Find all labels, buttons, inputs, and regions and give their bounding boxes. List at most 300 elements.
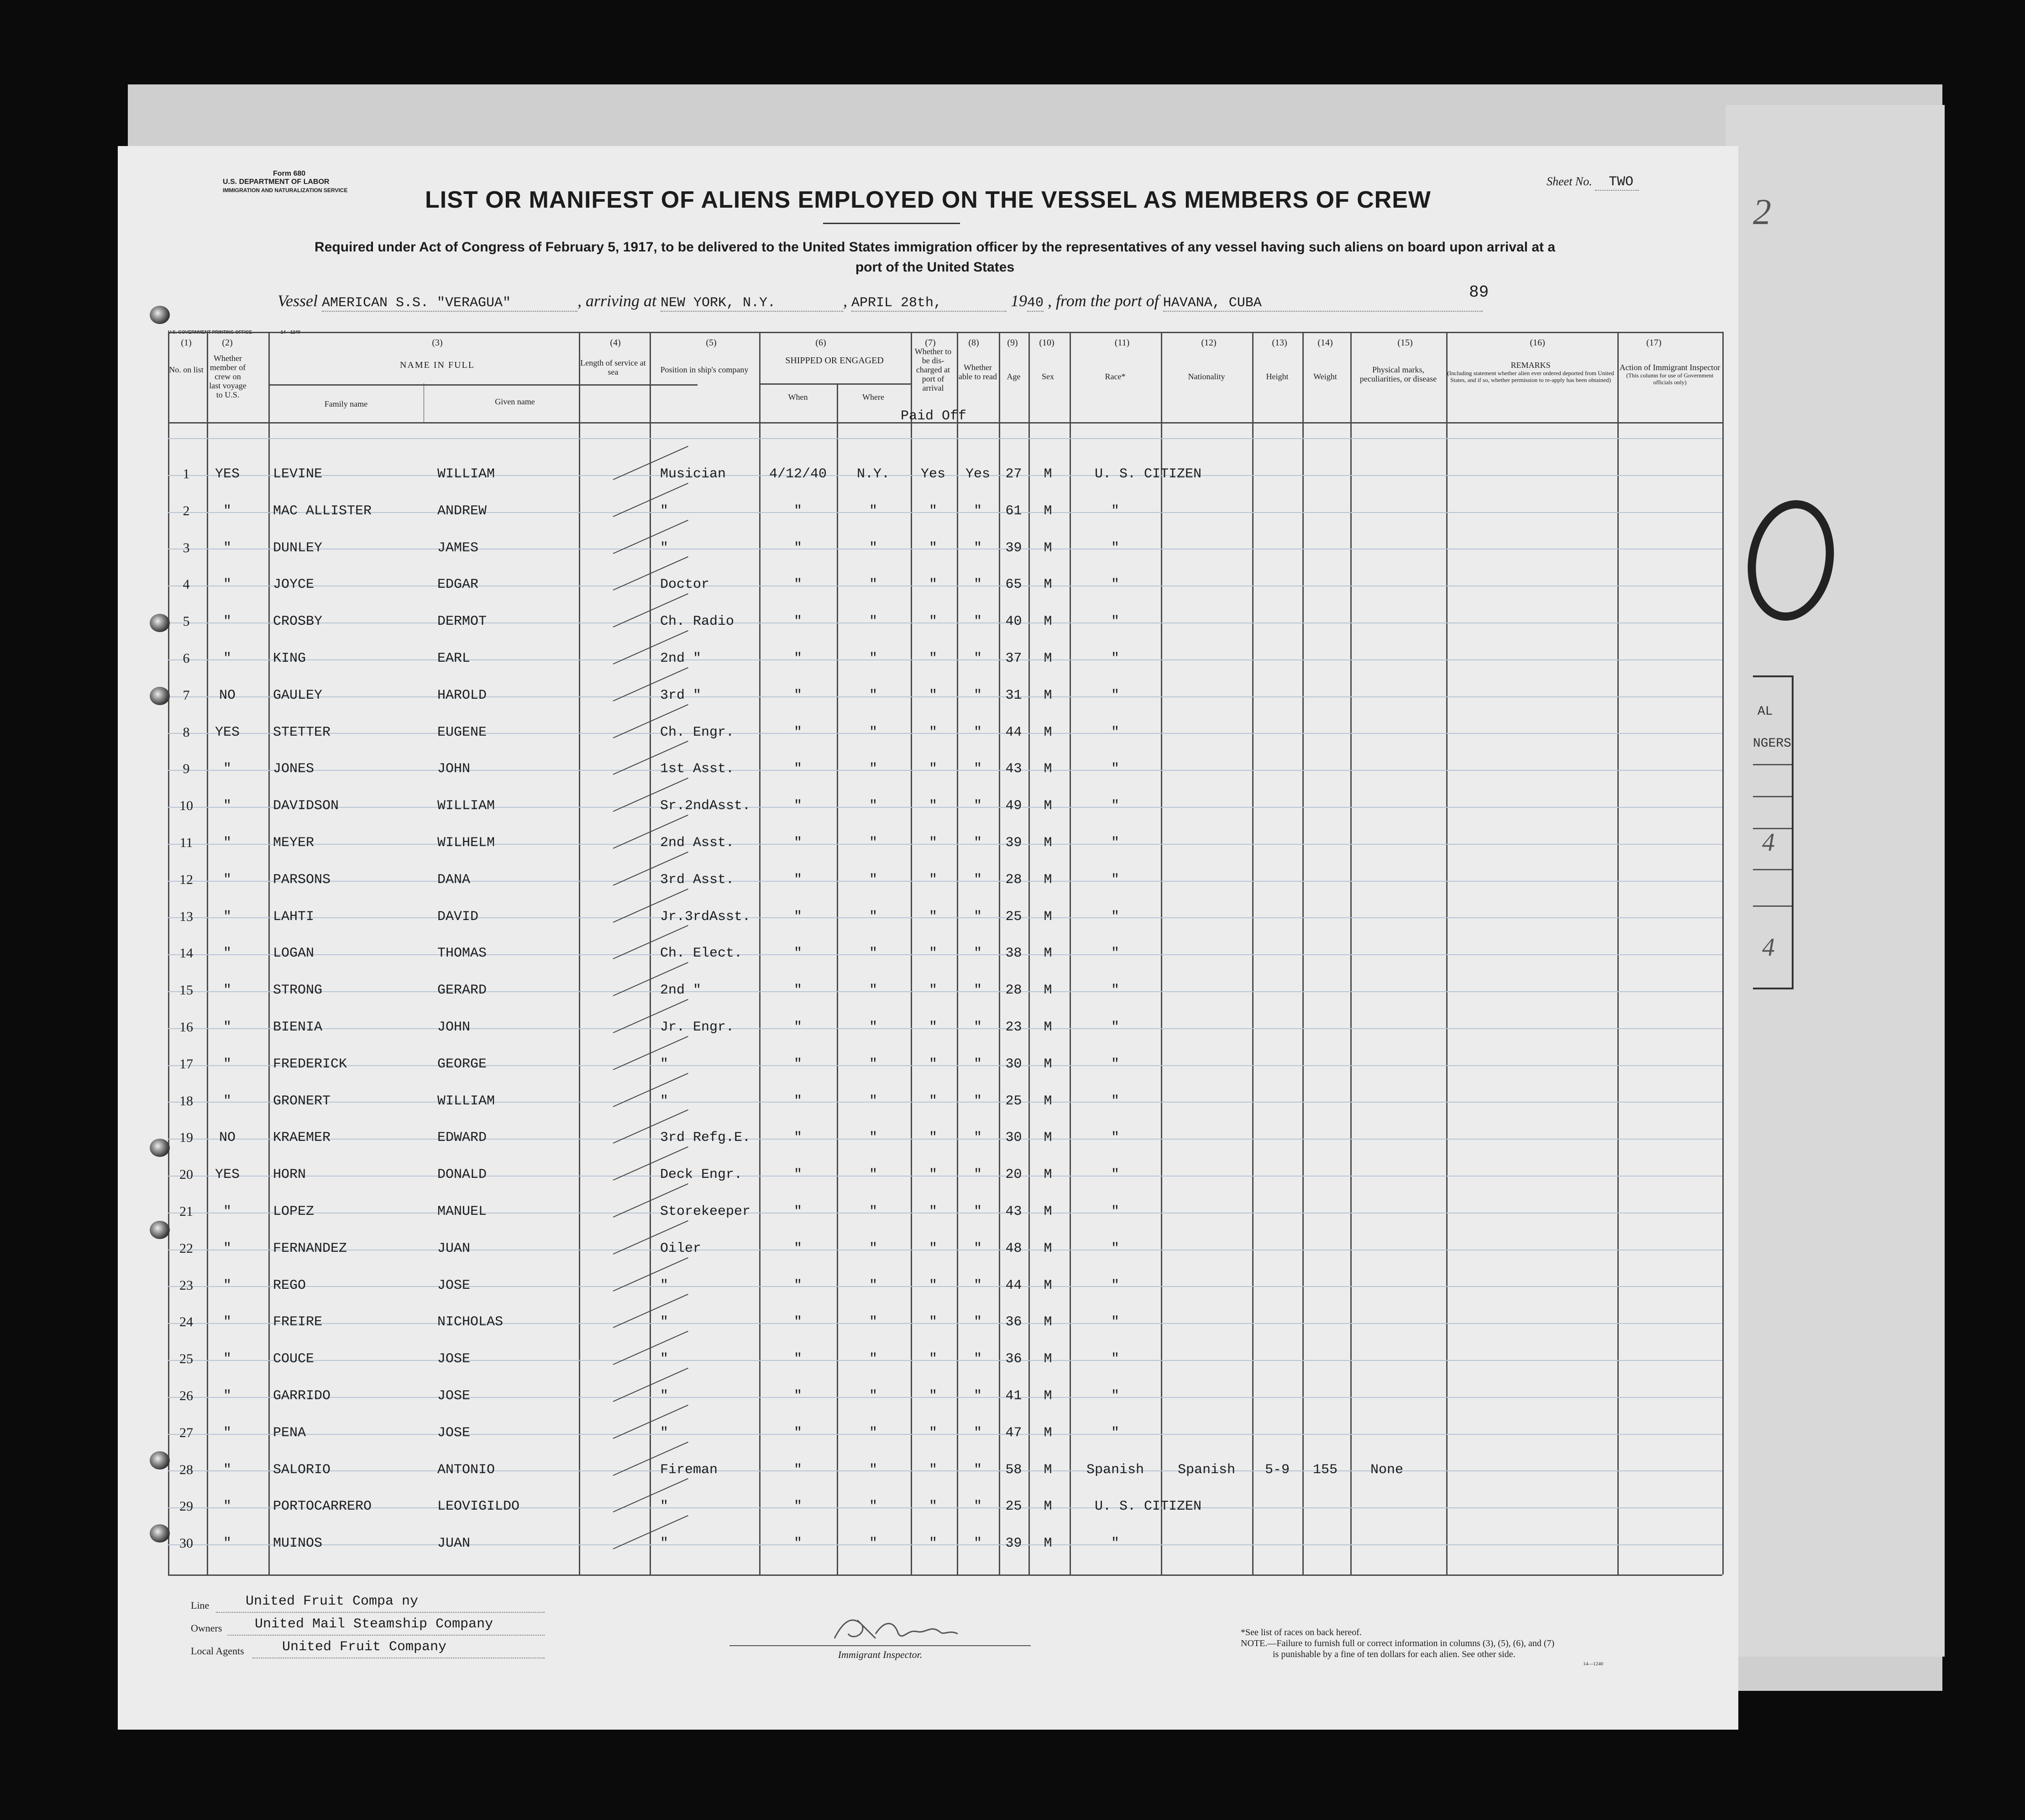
cell-disch: " bbox=[929, 761, 937, 777]
cell-position: " bbox=[660, 1425, 669, 1441]
cell-no: 1 bbox=[183, 466, 190, 481]
binder-hole bbox=[150, 1139, 170, 1157]
cell-given: ANTONIO bbox=[437, 1462, 495, 1478]
cell-family: DUNLEY bbox=[273, 540, 323, 556]
cell-given: EARL bbox=[437, 651, 471, 666]
cell-race: " bbox=[1111, 983, 1119, 998]
cell-given: GEORGE bbox=[437, 1056, 487, 1072]
cell-when: " bbox=[793, 983, 802, 998]
cell-age: 37 bbox=[1005, 651, 1022, 666]
header-age: Age bbox=[1007, 372, 1021, 381]
cell-marks: None bbox=[1370, 1462, 1403, 1478]
cell-family: MUINOS bbox=[273, 1536, 323, 1551]
cell-given: DAVID bbox=[437, 909, 479, 925]
header-weight: Weight bbox=[1313, 372, 1337, 381]
cell-age: 43 bbox=[1005, 761, 1022, 777]
cell-read: " bbox=[973, 1130, 982, 1145]
cell-no: 24 bbox=[179, 1314, 193, 1329]
cell-family: LEVINE bbox=[273, 466, 323, 482]
cell-no: 14 bbox=[179, 946, 193, 961]
cell-read: " bbox=[973, 1351, 982, 1367]
cell-read: " bbox=[973, 1314, 982, 1330]
cell-when: 4/12/40 bbox=[769, 466, 827, 482]
cell-position: " bbox=[660, 1388, 669, 1404]
cell-family: KING bbox=[273, 651, 306, 666]
cell-disch: " bbox=[929, 651, 937, 666]
cell-given: JOHN bbox=[437, 1020, 471, 1035]
cell-race: " bbox=[1111, 1204, 1119, 1219]
cell-disch: " bbox=[929, 503, 937, 519]
vessel-value: AMERICAN S.S. "VERAGUA" bbox=[322, 295, 577, 312]
cell-no: 25 bbox=[179, 1351, 193, 1366]
cell-disch: " bbox=[929, 1020, 937, 1035]
cell-sex: M bbox=[1044, 1241, 1052, 1256]
cell-read: " bbox=[973, 651, 982, 666]
cell-given: JOSE bbox=[437, 1425, 471, 1441]
cell-sex: M bbox=[1044, 1314, 1052, 1330]
cell-sex: M bbox=[1044, 872, 1052, 888]
cell-read: " bbox=[973, 835, 982, 851]
cell-no: 30 bbox=[179, 1536, 193, 1551]
manifest-page: Form 680 U.S. DEPARTMENT OF LABOR IMMIGRATION AND NATURALIZATION SERVICE Sheet No. TWO LIST OR MANIFEST OF ALIENS EMPLOYED ON THE VESSEL AS MEMBERS OF CREW Required under Act of Congress of February 5, 1917, to be delivered to the United States immigration officer by the representatives of any vessel having such aliens on board upon arrival at a port of the United States Vessel AMERICAN S.S. "VERAGUA" , arriving at NEW YORK, N.Y. , APRIL 28th, 1940 , from the port of HAVANA, CUBA 89 (1) (2) (3) (4) (5) (6) (7) (8) (9) (10) (11) (12) (13) (14) (15) (16) (17) No. on list Whether member of crew on last voyage to U.S. NAME IN FULL Family name Given name Length of service at sea Position in ship's company SHIPPED OR ENGAGED When Where Whether to be dis-charged at port of arrival Whether able to read Age Sex Race* Nationality Height Weight Physical marks, peculiarities, or disease REMARKS (Including statement whether alien ever ordered deported from United States, and if so, whether permission to re-apply has been obtained) Action of Immigrant Inspector (This column for use of Government officials only) Paid Off 1 YES LEVINE WILLIAM Musician 4/12/40 N.Y. Yes Yes 27 M U. S. CITIZEN 2 " MAC ALLISTER ANDREW " " " " " 61 M " 3 " DUNLEY JAMES " " " " " 39 M " 4 " JOYCE EDGAR Doctor " " " " 65 M " 5 " CROSBY DERMOT Ch. Radio " " " " 40 M " 6 " KING EARL 2nd " " " " " 37 M " 7 NO GAULEY HAROLD 3rd " " " " " 31 M " 8 YES STETTER EUGENE Ch. Engr. " " " " 44 M " 9 " JONES JOHN 1st Asst. " " " " 43 M " 10 " DAVIDSON WILLIAM Sr.2ndAsst. " " " " 49 M " 11 " MEYER WILHELM 2nd Asst. " " " " 39 M " 12 " PARSONS DANA 3rd Asst. " " " " 28 M " 13 " LAHTI DAVID Jr.3rdAsst. " " " " 25 M " 14 " LOGAN THOMAS Ch. Elect. " " " " 38 M " 15 " STRONG GERARD 2nd " " " " " 28 M " 16 " BIENIA JOHN Jr. Engr. " " " " 23 M " 17 " FREDERICK GEORGE " " " " " 30 M " 18 " GRONERT WILLIAM " " " " " 25 M " 19 NO KRAEMER EDWARD 3rd Refg.E. " " " " 30 M " 20 YES HORN DONALD Deck Engr. " " " " 20 M " 21 " LOPEZ MANUEL Storekeeper " " " " 43 M " 22 " FERNANDEZ JUAN Oiler " " " " 48 M " 23 " REGO JOSE " " " " " 44 M " 24 " FREIRE NICHOLAS " " " " " 36 M " 25 " COUCE JOSE " " " " " 36 M " 26 " GARRIDO JOSE " " " " " 41 M " 27 " PENA JOSE " " " " " 47 M " 28 " SALORIO ANTONIO Fireman " " " " 58 M Spanish Spanish 5-9 155 None 29 " PORTOCARRERO LEOVIGILDO " " " " " 25 M U. S. CITIZEN 30 " MUINOS JUAN " " " " " 39 M " Line United Fruit Compa ny Owners United Mail Steamship Company Local Agents United Fruit Company Immigrant Inspector. *See list of races on back hereof. NOTE.—Failure to furnish full or correct information in columns (3), (5), (6), and (7) is punishable by a fine of ten dollars for each alien. See other side. 14—1240 bbox=[118, 146, 1738, 1730]
cell-prev: " bbox=[223, 1204, 231, 1219]
cell-when: " bbox=[793, 1204, 802, 1219]
from-label: , from the port of bbox=[1048, 292, 1159, 310]
cell-prev: " bbox=[223, 1241, 231, 1256]
cell-given: JOHN bbox=[437, 761, 471, 777]
sheet-number: Sheet No. TWO bbox=[1547, 174, 1639, 190]
cell-age: 30 bbox=[1005, 1130, 1022, 1145]
form-number: Form 680 bbox=[273, 170, 306, 178]
cell-sex: M bbox=[1044, 503, 1052, 519]
cell-sex: M bbox=[1044, 1020, 1052, 1035]
cell-prev: " bbox=[223, 909, 231, 925]
date-value: APRIL 28th, bbox=[851, 295, 1007, 312]
cell-race: " bbox=[1111, 872, 1119, 888]
cell-age: 23 bbox=[1005, 1020, 1022, 1035]
cell-prev: YES bbox=[215, 725, 240, 740]
cell-disch: " bbox=[929, 1278, 937, 1293]
cell-where: " bbox=[869, 725, 877, 740]
cell-family: GAULEY bbox=[273, 688, 323, 703]
cell-race: " bbox=[1111, 798, 1119, 814]
cell-no: 13 bbox=[179, 909, 193, 924]
cell-family: JOYCE bbox=[273, 577, 315, 592]
header-position: Position in ship's company bbox=[660, 365, 749, 374]
cell-read: " bbox=[973, 1499, 982, 1514]
header-height: Height bbox=[1266, 372, 1289, 381]
cell-when: " bbox=[793, 1536, 802, 1551]
cell-no: 18 bbox=[179, 1093, 193, 1109]
cell-age: 27 bbox=[1005, 466, 1022, 482]
cell-when: " bbox=[793, 503, 802, 519]
cell-read: " bbox=[973, 1388, 982, 1404]
cell-position: 2nd " bbox=[660, 651, 702, 666]
cell-disch: " bbox=[929, 1351, 937, 1367]
owners-label: Owners bbox=[191, 1622, 222, 1634]
table-row-line bbox=[759, 383, 911, 385]
cell-sex: M bbox=[1044, 1388, 1052, 1404]
cell-disch: " bbox=[929, 1056, 937, 1072]
cell-race: " bbox=[1111, 909, 1119, 925]
cell-given: LEOVIGILDO bbox=[437, 1499, 520, 1514]
cell-no: 9 bbox=[183, 761, 190, 776]
cell-prev: " bbox=[223, 983, 231, 998]
cell-family: STRONG bbox=[273, 983, 323, 998]
cell-disch: " bbox=[929, 1204, 937, 1219]
cell-read: " bbox=[973, 798, 982, 814]
cell-family: LOGAN bbox=[273, 946, 315, 961]
cell-sex: M bbox=[1044, 688, 1052, 703]
table-row-line bbox=[168, 1574, 1722, 1576]
cell-where: " bbox=[869, 798, 877, 814]
cell-when: " bbox=[793, 1499, 802, 1514]
cell-position: 3rd Refg.E. bbox=[660, 1130, 751, 1145]
cell-age: 49 bbox=[1005, 798, 1022, 814]
header-action: Action of Immigrant Inspector (This column for use of Government officials only) bbox=[1619, 363, 1721, 386]
cell-prev: " bbox=[223, 761, 231, 777]
cell-age: 43 bbox=[1005, 1204, 1022, 1219]
cell-when: " bbox=[793, 1462, 802, 1478]
cell-where: " bbox=[869, 946, 877, 961]
cell-prev: " bbox=[223, 503, 231, 519]
cell-sex: M bbox=[1044, 946, 1052, 961]
header-where: Where bbox=[862, 392, 884, 402]
cell-read: " bbox=[973, 1020, 982, 1035]
from-value: HAVANA, CUBA bbox=[1163, 295, 1483, 312]
cell-race: U. S. CITIZEN bbox=[1095, 1499, 1202, 1514]
cell-sex: M bbox=[1044, 983, 1052, 998]
cell-position: 1st Asst. bbox=[660, 761, 734, 777]
cell-family: FERNANDEZ bbox=[273, 1241, 347, 1256]
cell-where: " bbox=[869, 1314, 877, 1330]
table-column-line bbox=[1161, 332, 1162, 1574]
cell-sex: M bbox=[1044, 1536, 1052, 1551]
cell-age: 65 bbox=[1005, 577, 1022, 592]
cell-prev: " bbox=[223, 872, 231, 888]
cell-read: " bbox=[973, 540, 982, 556]
cell-sex: M bbox=[1044, 651, 1052, 666]
cell-prev: " bbox=[223, 1499, 231, 1514]
cell-age: 28 bbox=[1005, 872, 1022, 888]
cell-where: " bbox=[869, 1204, 877, 1219]
cell-position: Ch. Elect. bbox=[660, 946, 743, 961]
cell-disch: " bbox=[929, 909, 937, 925]
cell-age: 30 bbox=[1005, 1056, 1022, 1072]
cell-where: " bbox=[869, 909, 877, 925]
cell-family: GARRIDO bbox=[273, 1388, 331, 1404]
cell-where: " bbox=[869, 1056, 877, 1072]
cell-position: Deck Engr. bbox=[660, 1167, 743, 1182]
line-value: United Fruit Compa ny bbox=[246, 1594, 419, 1609]
cell-where: " bbox=[869, 651, 877, 666]
cell-race: " bbox=[1111, 1314, 1119, 1330]
cell-no: 10 bbox=[179, 798, 193, 813]
cell-no: 19 bbox=[179, 1130, 193, 1145]
cell-prev: " bbox=[223, 614, 231, 629]
cell-given: ANDREW bbox=[437, 503, 487, 519]
cell-age: 61 bbox=[1005, 503, 1022, 519]
cell-no: 3 bbox=[183, 540, 190, 555]
cell-race: Spanish bbox=[1086, 1462, 1144, 1478]
cell-where: " bbox=[869, 577, 877, 592]
cell-when: " bbox=[793, 1056, 802, 1072]
table-row-line bbox=[268, 384, 698, 386]
cell-no: 28 bbox=[179, 1462, 193, 1477]
cell-disch: " bbox=[929, 1167, 937, 1182]
cell-read: " bbox=[973, 761, 982, 777]
cell-family: HORN bbox=[273, 1167, 306, 1182]
cell-sex: M bbox=[1044, 1167, 1052, 1182]
cell-read: " bbox=[973, 1462, 982, 1478]
cell-given: JOSE bbox=[437, 1351, 471, 1367]
header-race: Race* bbox=[1105, 372, 1126, 381]
cell-sex: M bbox=[1044, 466, 1052, 482]
cell-race: " bbox=[1111, 651, 1119, 666]
cell-prev: " bbox=[223, 577, 231, 592]
voyage-line: Vessel AMERICAN S.S. "VERAGUA" , arriving at NEW YORK, N.Y. , APRIL 28th, 1940 , from the port of HAVANA, CUBA bbox=[278, 291, 1483, 312]
cell-prev: " bbox=[223, 835, 231, 851]
cell-read: " bbox=[973, 1204, 982, 1219]
cell-where: " bbox=[869, 540, 877, 556]
cell-race: " bbox=[1111, 1388, 1119, 1404]
cell-race: " bbox=[1111, 835, 1119, 851]
cell-race: " bbox=[1111, 577, 1119, 592]
cell-age: 25 bbox=[1005, 1499, 1022, 1514]
cell-given: HAROLD bbox=[437, 688, 487, 703]
cell-sex: M bbox=[1044, 835, 1052, 851]
cell-where: " bbox=[869, 1278, 877, 1293]
cell-race: " bbox=[1111, 946, 1119, 961]
header-discharged: Whether to be dis-charged at port of arrival bbox=[914, 347, 952, 392]
title-underline bbox=[823, 223, 960, 224]
cell-family: FREDERICK bbox=[273, 1056, 347, 1072]
cell-age: 36 bbox=[1005, 1351, 1022, 1367]
cell-no: 2 bbox=[183, 503, 190, 518]
cell-race: " bbox=[1111, 1278, 1119, 1293]
cell-when: " bbox=[793, 1278, 802, 1293]
cell-sex: M bbox=[1044, 1093, 1052, 1109]
cell-given: MANUEL bbox=[437, 1204, 487, 1219]
cell-race: " bbox=[1111, 1093, 1119, 1109]
table-column-line bbox=[1350, 332, 1352, 1574]
cell-disch: " bbox=[929, 688, 937, 703]
cell-prev: NO bbox=[219, 688, 236, 703]
table-column-line bbox=[1617, 332, 1619, 1574]
cell-family: FREIRE bbox=[273, 1314, 323, 1330]
cell-when: " bbox=[793, 540, 802, 556]
cell-no: 12 bbox=[179, 872, 193, 887]
cell-disch: " bbox=[929, 835, 937, 851]
cell-where: " bbox=[869, 614, 877, 629]
cell-given: WILLIAM bbox=[437, 466, 495, 482]
cell-family: SALORIO bbox=[273, 1462, 331, 1478]
cell-where: " bbox=[869, 1020, 877, 1035]
cell-given: JOSE bbox=[437, 1278, 471, 1293]
table-column-line bbox=[1302, 332, 1304, 1574]
agents-label: Local Agents bbox=[191, 1645, 244, 1657]
paid-off-note: Paid Off bbox=[901, 408, 967, 424]
cell-family: CROSBY bbox=[273, 614, 323, 629]
cell-family: MEYER bbox=[273, 835, 315, 851]
cell-no: 6 bbox=[183, 651, 190, 666]
cell-prev: " bbox=[223, 1425, 231, 1441]
cell-no: 5 bbox=[183, 614, 190, 629]
cell-disch: " bbox=[929, 1130, 937, 1145]
cell-read: " bbox=[973, 577, 982, 592]
cell-position: " bbox=[660, 1536, 669, 1551]
cell-when: " bbox=[793, 1093, 802, 1109]
cell-where: " bbox=[869, 503, 877, 519]
cell-sex: M bbox=[1044, 1278, 1052, 1293]
cell-sex: M bbox=[1044, 1462, 1052, 1478]
cell-age: 44 bbox=[1005, 725, 1022, 740]
cell-read: " bbox=[973, 1167, 982, 1182]
cell-sex: M bbox=[1044, 614, 1052, 629]
cell-read: " bbox=[973, 909, 982, 925]
cell-no: 21 bbox=[179, 1204, 193, 1219]
cell-when: " bbox=[793, 1351, 802, 1367]
cell-race: " bbox=[1111, 725, 1119, 740]
cell-age: 28 bbox=[1005, 983, 1022, 998]
cell-position: Ch. Radio bbox=[660, 614, 734, 629]
header-remarks: REMARKS (Including statement whether alien ever ordered deported from United States, and if so, whether permission to re-apply has been obtained) bbox=[1447, 361, 1614, 383]
cell-given: JAMES bbox=[437, 540, 479, 556]
cell-when: " bbox=[793, 577, 802, 592]
cell-read: " bbox=[973, 614, 982, 629]
cell-when: " bbox=[793, 614, 802, 629]
cell-where: " bbox=[869, 1425, 877, 1441]
inspector-signature bbox=[825, 1606, 971, 1647]
cell-given: EUGENE bbox=[437, 725, 487, 740]
cell-age: 20 bbox=[1005, 1167, 1022, 1182]
cell-disch: " bbox=[929, 1388, 937, 1404]
cell-when: " bbox=[793, 1130, 802, 1145]
cell-given: JUAN bbox=[437, 1241, 471, 1256]
cell-age: 40 bbox=[1005, 614, 1022, 629]
page-title: LIST OR MANIFEST OF ALIENS EMPLOYED ON THE VESSEL AS MEMBERS OF CREW bbox=[425, 187, 1431, 213]
cell-age: 41 bbox=[1005, 1388, 1022, 1404]
table-column-line bbox=[1722, 332, 1724, 1574]
cell-where: " bbox=[869, 1351, 877, 1367]
cell-when: " bbox=[793, 798, 802, 814]
footer-notes: *See list of races on back hereof. NOTE.—Failure to furnish full or correct information in columns (3), (5), (6), and (7) is punishable by a fine of ten dollars for each alien. See other side. bbox=[1241, 1627, 1555, 1659]
cell-family: MAC ALLISTER bbox=[273, 503, 372, 519]
cell-race: " bbox=[1111, 1241, 1119, 1256]
cell-read: " bbox=[973, 1536, 982, 1551]
table-column-line bbox=[1446, 332, 1448, 1574]
cell-race: " bbox=[1111, 540, 1119, 556]
footer-code: 14—1240 bbox=[1583, 1661, 1603, 1667]
ruled-line bbox=[168, 438, 1722, 439]
cell-prev: " bbox=[223, 1388, 231, 1404]
cell-given: WILLIAM bbox=[437, 798, 495, 814]
page-subtitle: Required under Act of Congress of February 5, 1917, to be delivered to the United States immigration officer by the representatives of any vessel having such aliens on board upon arrival at a port of the United States bbox=[315, 240, 1555, 275]
page-mark: 2 bbox=[1753, 192, 1771, 232]
cell-where: " bbox=[869, 872, 877, 888]
cell-position: Storekeeper bbox=[660, 1204, 751, 1219]
cell-position: " bbox=[660, 1093, 669, 1109]
cell-family: PENA bbox=[273, 1425, 306, 1441]
cell-read: " bbox=[973, 872, 982, 888]
cell-family: PORTOCARRERO bbox=[273, 1499, 372, 1514]
arriving-label: , arriving at bbox=[577, 292, 656, 310]
cell-given: JOSE bbox=[437, 1388, 471, 1404]
cell-family: DAVIDSON bbox=[273, 798, 339, 814]
cell-when: " bbox=[793, 872, 802, 888]
cell-sex: M bbox=[1044, 798, 1052, 814]
owners-value: United Mail Steamship Company bbox=[255, 1616, 493, 1632]
side-box-text2: NGERS bbox=[1753, 737, 1792, 751]
cell-where: " bbox=[869, 1130, 877, 1145]
cell-race: " bbox=[1111, 1020, 1119, 1035]
cell-sex: M bbox=[1044, 1130, 1052, 1145]
side-tally-box bbox=[1753, 675, 1794, 989]
cell-prev: " bbox=[223, 1536, 231, 1551]
cell-read: " bbox=[973, 1425, 982, 1441]
cell-where: " bbox=[869, 688, 877, 703]
cell-prev: " bbox=[223, 1351, 231, 1367]
side-box-mark1: 4 bbox=[1762, 828, 1775, 857]
cell-where: " bbox=[869, 1388, 877, 1404]
cell-read: " bbox=[973, 688, 982, 703]
cell-disch: " bbox=[929, 946, 937, 961]
cell-given: EDWARD bbox=[437, 1130, 487, 1145]
cell-position: " bbox=[660, 1278, 669, 1293]
cell-position: Doctor bbox=[660, 577, 710, 592]
inspector-label: Immigrant Inspector. bbox=[838, 1649, 923, 1660]
cell-disch: " bbox=[929, 725, 937, 740]
cell-no: 15 bbox=[179, 983, 193, 998]
cell-sex: M bbox=[1044, 761, 1052, 777]
cell-position: " bbox=[660, 1351, 669, 1367]
cell-no: 17 bbox=[179, 1056, 193, 1072]
cell-race: " bbox=[1111, 761, 1119, 777]
cell-where: " bbox=[869, 1167, 877, 1182]
cell-read: " bbox=[973, 725, 982, 740]
cell-disch: " bbox=[929, 872, 937, 888]
table-column-line bbox=[650, 332, 651, 1574]
cell-when: " bbox=[793, 725, 802, 740]
cell-read: " bbox=[973, 983, 982, 998]
cell-given: JUAN bbox=[437, 1536, 471, 1551]
cell-prev: " bbox=[223, 651, 231, 666]
cell-where: " bbox=[869, 1093, 877, 1109]
cell-prev: NO bbox=[219, 1130, 236, 1145]
cell-age: 44 bbox=[1005, 1278, 1022, 1293]
header-nationality: Nationality bbox=[1188, 372, 1225, 381]
cell-no: 11 bbox=[179, 835, 193, 850]
header-shipped-engaged: SHIPPED OR ENGAGED bbox=[785, 356, 884, 366]
cell-sex: M bbox=[1044, 725, 1052, 740]
cell-family: REGO bbox=[273, 1278, 306, 1293]
cell-age: 47 bbox=[1005, 1425, 1022, 1441]
cell-prev: " bbox=[223, 1278, 231, 1293]
binder-hole bbox=[150, 1451, 170, 1470]
cell-disch: Yes bbox=[920, 466, 945, 482]
cell-when: " bbox=[793, 909, 802, 925]
cell-race: " bbox=[1111, 1425, 1119, 1441]
agents-value: United Fruit Company bbox=[282, 1639, 447, 1655]
header-name-in-full: NAME IN FULL bbox=[400, 360, 475, 370]
cell-read: " bbox=[973, 946, 982, 961]
cell-prev: YES bbox=[215, 466, 240, 482]
table-column-line bbox=[268, 332, 270, 1574]
cell-position: Ch. Engr. bbox=[660, 725, 734, 740]
cell-disch: " bbox=[929, 1536, 937, 1551]
binder-hole bbox=[150, 1221, 170, 1239]
cell-race: " bbox=[1111, 503, 1119, 519]
